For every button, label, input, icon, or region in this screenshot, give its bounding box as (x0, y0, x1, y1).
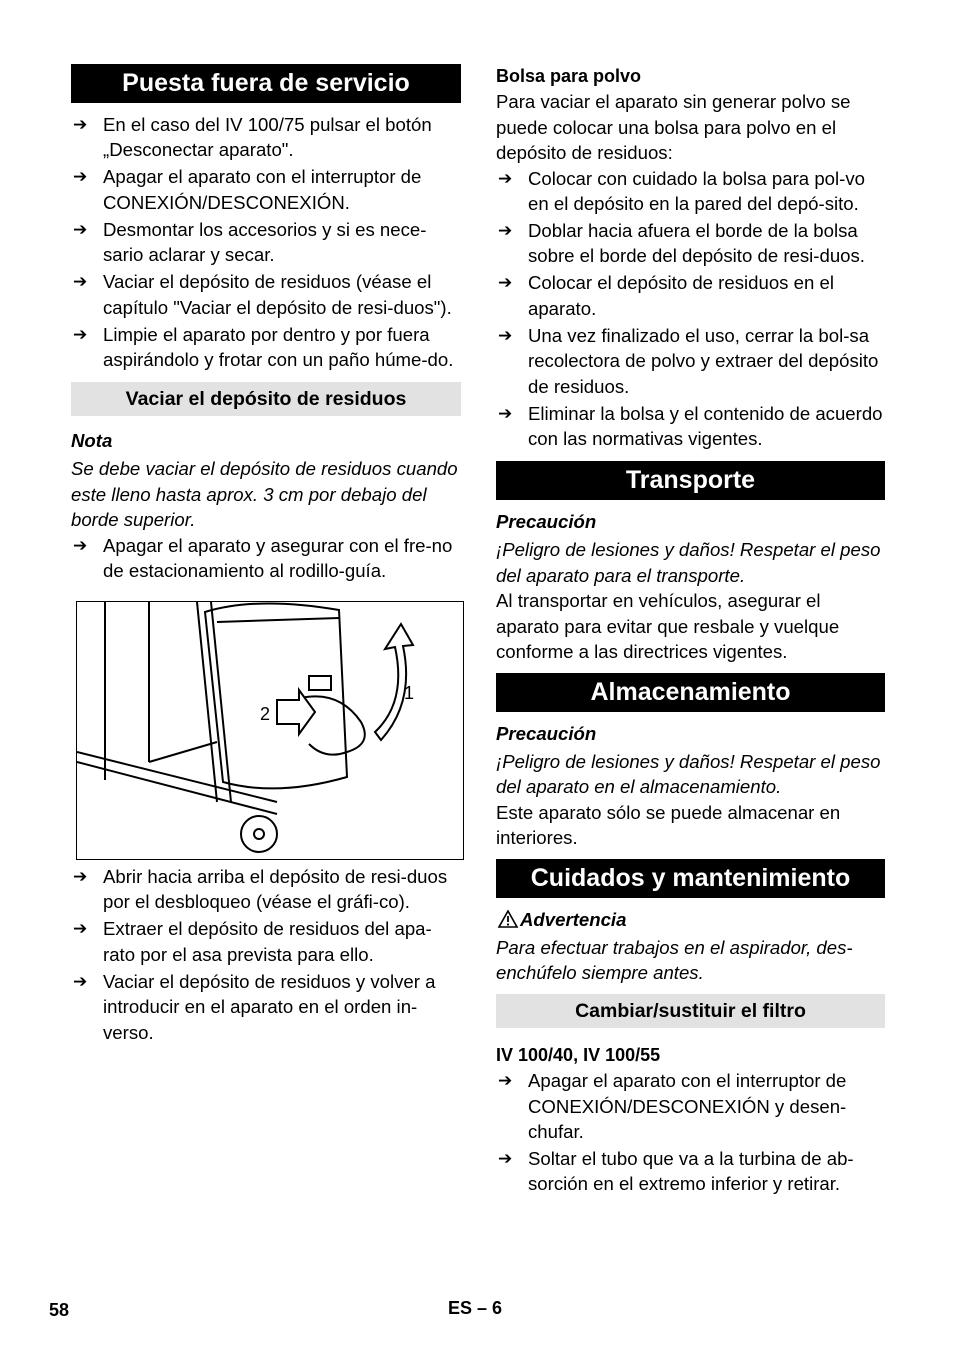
list-item: ➔ Colocar con cuidado la bolsa para pol-vo en el depósito en la pared del depó-sito. (498, 167, 865, 215)
warning-triangle-icon (496, 910, 520, 928)
list-item: ➔ Limpie el aparato por dentro y por fuera aspirándolo y frotar con un paño húme-do. (73, 323, 454, 371)
arrow-right-icon: ➔ (73, 535, 88, 555)
arrow-right-icon: ➔ (73, 167, 88, 187)
bag-title: Bolsa para polvo (496, 66, 642, 86)
transport-caution-label: Precaución (496, 511, 597, 533)
left-column (71, 64, 461, 1047)
steps-list-2 (71, 533, 461, 584)
list-item: ➔ Soltar el tubo que va a la turbina de ab-sorción en el extremo inferior y retirar. (498, 1147, 854, 1195)
list-item: ➔ Abrir hacia arriba el depósito de resi-duos por el desbloqueo (véase el gráfi-co). (73, 866, 448, 913)
note-text: Se debe vaciar el depósito de residuos cuando este lleno hasta aprox. 3 cm por debajo del borde superior. (71, 458, 458, 531)
language-page-label: ES – 6 (448, 1298, 503, 1318)
arrow-right-icon: ➔ (73, 272, 88, 292)
right-column (496, 64, 885, 1198)
illustration-figure (76, 601, 464, 860)
note-label: Nota (71, 430, 113, 452)
figure-label-2: 2 (260, 704, 271, 725)
filter-steps-list (496, 1068, 885, 1197)
arrow-right-icon: ➔ (73, 971, 88, 991)
bag-steps-list (496, 166, 885, 452)
arrow-right-icon: ➔ (498, 1071, 513, 1091)
page-number: 58 (49, 1300, 70, 1320)
transport-text: Al transportar en vehículos, asegurar el aparato para evitar que resbale y vuelque conforme a las directrices vigentes. (496, 590, 840, 663)
vacuum-illustration (77, 602, 463, 859)
subheading-vaciar: Vaciar el depósito de residuos (71, 382, 461, 416)
arrow-right-icon: ➔ (73, 324, 88, 344)
list-item: ➔ Apagar el aparato y asegurar con el fre-no de estacionamiento al rodillo-guía. (73, 534, 453, 582)
heading-puesta-fuera: Puesta fuera de servicio (71, 64, 461, 103)
heading-cuidados: Cuidados y mantenimiento (496, 859, 885, 898)
arrow-right-icon: ➔ (498, 273, 513, 293)
arrow-right-icon: ➔ (498, 403, 513, 423)
arrow-right-icon: ➔ (73, 919, 88, 939)
heading-almacenamiento: Almacenamiento (496, 673, 885, 712)
list-item: ➔ Eliminar la bolsa y el contenido de acuerdo con las normativas vigentes. (498, 402, 883, 450)
list-item: ➔ En el caso del IV 100/75 pulsar el botón „Desconectar aparato". (73, 114, 432, 161)
list-item: ➔ Apagar el aparato con el interruptor de CONEXIÓN/DESCONEXIÓN. (73, 166, 422, 213)
list-item: ➔ Desmontar los accesorios y si es nece-sario aclarar y secar. (73, 218, 427, 266)
heading-transporte: Transporte (496, 461, 885, 500)
arrow-right-icon: ➔ (73, 115, 88, 134)
steps-list-1 (71, 112, 461, 372)
arrow-right-icon: ➔ (498, 1148, 513, 1168)
bag-intro: Para vaciar el aparato sin generar polvo se puede colocar una bolsa para polvo en el depósito de residuos: (496, 91, 851, 164)
warning-row (496, 907, 885, 932)
list-item: ➔ Colocar el depósito de residuos en el aparato. (498, 272, 834, 319)
list-item: ➔ Doblar hacia afuera el borde de la bolsa sobre el borde del depósito de resi-duos. (498, 220, 865, 267)
figure-label-1: 1 (404, 683, 415, 704)
list-item: ➔ Una vez finalizado el uso, cerrar la bol-sa recolectora de polvo y extraer del depósito de residuos. (498, 324, 879, 397)
warning-text: Para efectuar trabajos en el aspirador, des-enchúfelo siempre antes. (496, 936, 853, 984)
warning-label: Advertencia (520, 908, 627, 930)
arrow-right-icon: ➔ (498, 168, 513, 188)
arrow-right-icon: ➔ (73, 219, 88, 239)
transport-caution-text: ¡Peligro de lesiones y daños! Respetar el peso del aparato para el transporte. (496, 539, 881, 586)
storage-text: Este aparato sólo se puede almacenar en interiores. (496, 801, 841, 849)
steps-list-3 (71, 864, 461, 1045)
list-item: ➔ Vaciar el depósito de residuos y volver a introducir en el aparato en el orden in-verso. (73, 970, 436, 1043)
arrow-right-icon: ➔ (73, 867, 88, 887)
list-item: ➔ Extraer el depósito de residuos del apa-rato por el asa prevista para ello. (73, 918, 432, 965)
models-label: IV 100/40, IV 100/55 (496, 1044, 661, 1065)
list-item: ➔ Apagar el aparato con el interruptor de CONEXIÓN/DESCONEXIÓN y desen-chufar. (498, 1070, 847, 1142)
storage-caution-text: ¡Peligro de lesiones y daños! Respetar el peso del aparato en el almacenamiento. (496, 750, 881, 798)
storage-caution-label: Precaución (496, 722, 597, 744)
subheading-filtro: Cambiar/sustituir el filtro (496, 994, 885, 1028)
arrow-right-icon: ➔ (498, 325, 513, 345)
arrow-right-icon: ➔ (498, 221, 513, 241)
list-item: ➔ Vaciar el depósito de residuos (véase el capítulo "Vaciar el depósito de resi-duos"). (73, 271, 452, 318)
